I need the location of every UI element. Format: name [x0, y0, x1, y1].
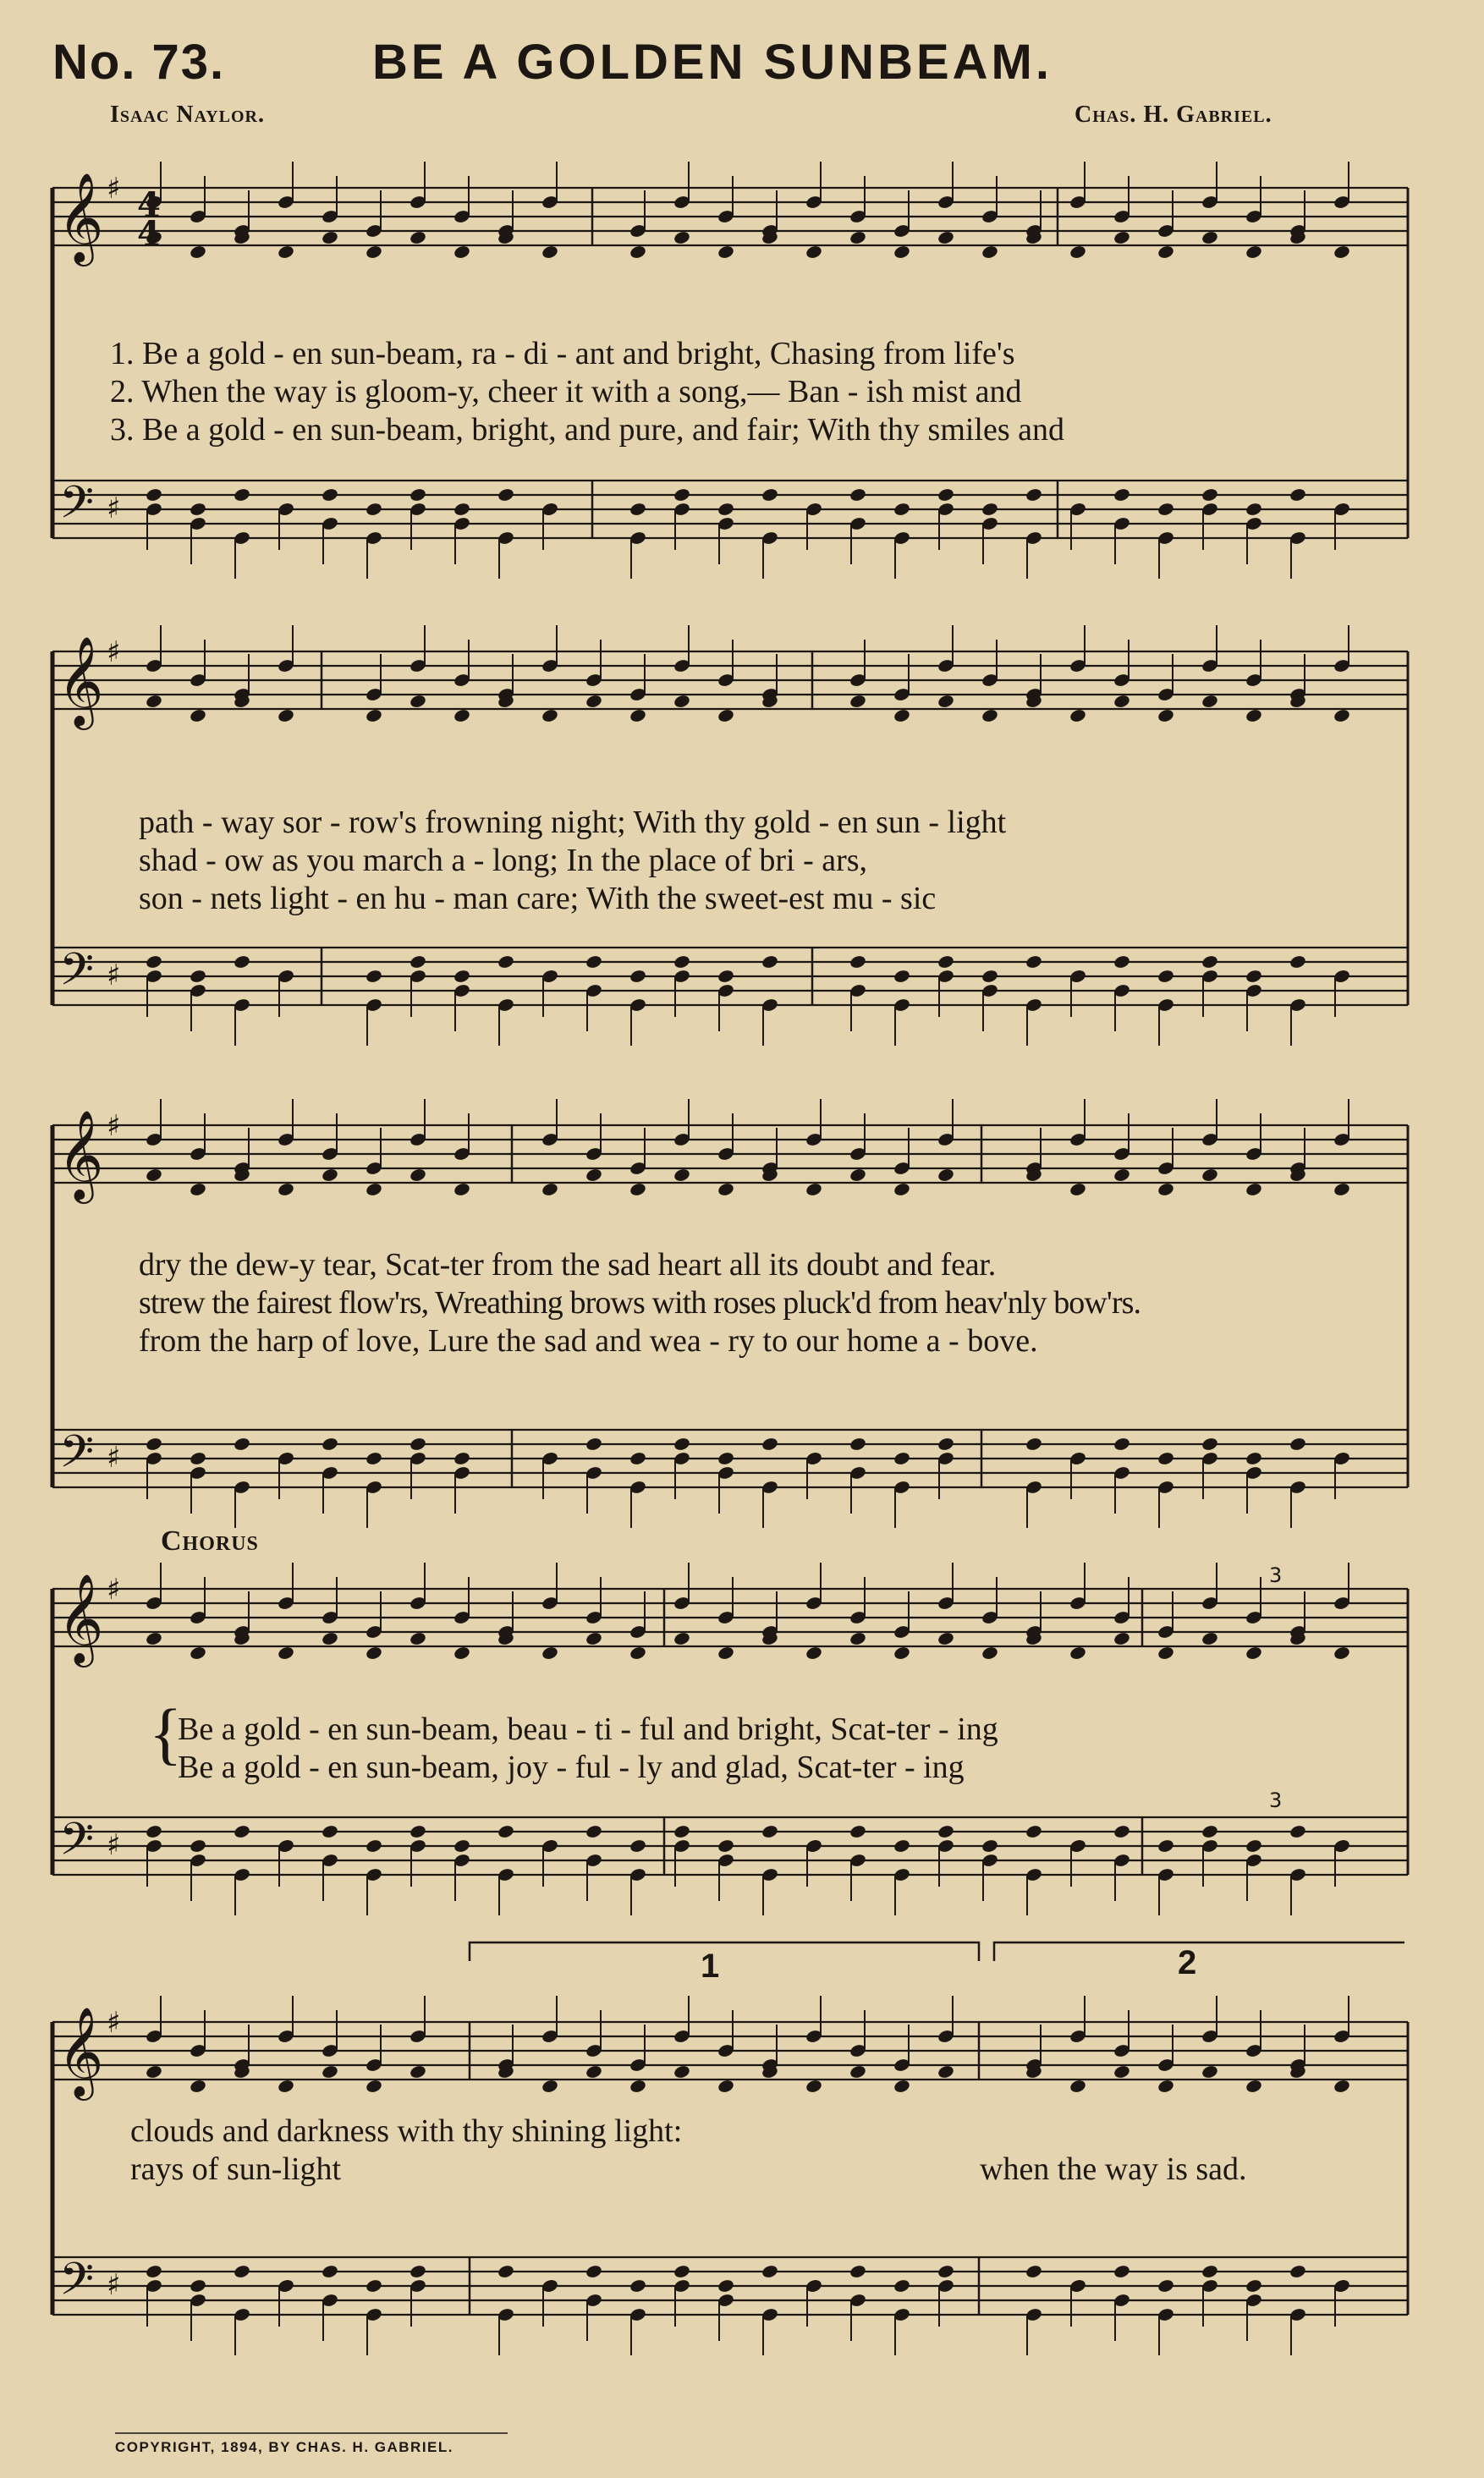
notehead — [717, 969, 734, 984]
notehead — [409, 230, 426, 245]
notehead — [1113, 954, 1130, 970]
notehead — [1289, 1824, 1306, 1839]
notehead — [717, 1182, 734, 1197]
notehead — [189, 1182, 206, 1197]
notehead — [1201, 2064, 1218, 2080]
notehead — [717, 1451, 734, 1466]
time-signature-bottom: 4 — [137, 214, 161, 254]
notehead — [717, 245, 734, 260]
notehead — [761, 2264, 778, 2279]
notehead — [761, 487, 778, 503]
notehead — [1157, 2079, 1174, 2094]
notehead — [893, 708, 910, 723]
notehead — [585, 694, 602, 709]
verse3-line2: son - nets light - en hu - man care; With the sweet-est mu - sic — [139, 881, 937, 916]
verse2-line1: 2. When the way is gloom-y, cheer it with a song,— Ban - ish mist and — [110, 374, 1022, 409]
notehead — [1201, 230, 1218, 245]
notehead — [717, 1646, 734, 1661]
second-ending-bracket — [994, 1942, 1404, 1961]
bass-clef: 𝄢 — [59, 2254, 95, 2316]
key-signature-sharp: ♯ — [107, 2006, 121, 2040]
notehead — [629, 2079, 646, 2094]
notehead — [893, 1451, 910, 1466]
first-ending-bracket — [470, 1942, 979, 1961]
treble-clef: 𝄞 — [58, 1109, 104, 1200]
notehead — [1113, 1437, 1130, 1452]
notehead — [1201, 487, 1218, 503]
treble-clef: 𝄞 — [58, 1573, 104, 1663]
notehead — [1245, 2278, 1262, 2294]
notehead — [849, 1168, 866, 1183]
notehead — [673, 487, 690, 503]
notehead — [365, 1646, 382, 1661]
notehead — [981, 708, 998, 723]
notehead — [409, 954, 426, 970]
composer-credit: Chas. H. Gabriel. — [1075, 102, 1272, 128]
notehead — [585, 1631, 602, 1646]
notehead — [145, 1437, 162, 1452]
notehead — [673, 694, 690, 709]
notehead — [629, 1451, 646, 1466]
notehead — [409, 2264, 426, 2279]
notehead — [585, 2264, 602, 2279]
notehead — [277, 1182, 294, 1197]
notehead — [321, 2064, 338, 2080]
notehead — [1333, 1182, 1350, 1197]
notehead — [937, 954, 954, 970]
notehead — [189, 245, 206, 260]
notehead — [1157, 969, 1174, 984]
notehead — [365, 708, 382, 723]
notehead — [277, 1646, 294, 1661]
notehead — [1113, 694, 1130, 709]
notehead — [321, 487, 338, 503]
verse3-line1: 3. Be a gold - en sun-beam, bright, and pure, and fair; With thy smiles and — [110, 412, 1065, 448]
notehead — [189, 2079, 206, 2094]
notehead — [409, 1437, 426, 1452]
notehead — [673, 1631, 690, 1646]
first-ending-number: 1 — [701, 1948, 720, 1985]
notehead — [849, 1824, 866, 1839]
notehead — [805, 2079, 822, 2094]
notehead — [849, 1437, 866, 1452]
notehead — [629, 1646, 646, 1661]
hymn-title: BE A GOLDEN SUNBEAM. — [372, 35, 1053, 90]
notehead — [1069, 1182, 1086, 1197]
notehead — [673, 230, 690, 245]
notehead — [937, 230, 954, 245]
notehead — [321, 1437, 338, 1452]
treble-clef: 𝄞 — [58, 635, 104, 726]
notehead — [805, 245, 822, 260]
notehead — [1201, 2264, 1218, 2279]
notehead — [453, 969, 470, 984]
notehead — [189, 1838, 206, 1854]
notehead — [1201, 954, 1218, 970]
notehead — [585, 1168, 602, 1183]
notehead — [1113, 1168, 1130, 1183]
notehead — [629, 245, 646, 260]
notehead — [937, 2264, 954, 2279]
verse2-line3: strew the fairest flow'rs, Wreathing brows with roses pluck'd from heav'nly bow'rs. — [139, 1285, 1141, 1321]
notehead — [409, 694, 426, 709]
chorus-ending-line1: clouds and darkness with thy shining light: — [130, 2113, 683, 2149]
notehead — [497, 487, 514, 503]
notehead — [1245, 1646, 1262, 1661]
notehead — [1201, 1437, 1218, 1452]
notehead — [409, 487, 426, 503]
tuplet-number: 3 — [1269, 1563, 1283, 1587]
notehead — [233, 1824, 250, 1839]
notehead — [1157, 1646, 1174, 1661]
hymn-number: No. 73. — [52, 35, 226, 90]
copyright-notice: COPYRIGHT, 1894, BY CHAS. H. GABRIEL. — [115, 2439, 453, 2455]
notehead — [1333, 2079, 1350, 2094]
notehead — [1201, 1631, 1218, 1646]
key-signature-sharp: ♯ — [107, 1573, 121, 1607]
notehead — [1025, 954, 1042, 970]
notehead — [629, 1838, 646, 1854]
notehead — [365, 502, 382, 517]
key-signature-sharp: ♯ — [107, 1828, 121, 1862]
key-signature-sharp: ♯ — [107, 959, 121, 992]
notehead — [409, 1631, 426, 1646]
notehead — [233, 487, 250, 503]
notehead — [1069, 1646, 1086, 1661]
notehead — [673, 1168, 690, 1183]
notehead — [1245, 1451, 1262, 1466]
time-signature-top: 4 — [137, 185, 161, 225]
notehead — [1113, 2264, 1130, 2279]
notehead — [893, 1182, 910, 1197]
notehead — [233, 2264, 250, 2279]
notehead — [849, 954, 866, 970]
notehead — [365, 245, 382, 260]
notehead — [365, 2079, 382, 2094]
notehead — [1245, 1838, 1262, 1854]
notehead — [145, 1168, 162, 1183]
notehead — [497, 1824, 514, 1839]
notehead — [189, 969, 206, 984]
notehead — [497, 954, 514, 970]
notehead — [805, 1646, 822, 1661]
notehead — [1069, 2079, 1086, 2094]
verse1-line2: path - way sor - row's frowning night; With thy gold - en sun - light — [139, 805, 1007, 840]
notehead — [365, 1182, 382, 1197]
notehead — [937, 694, 954, 709]
key-signature-sharp: ♯ — [107, 1441, 121, 1475]
notehead — [1245, 969, 1262, 984]
notehead — [453, 1838, 470, 1854]
notehead — [145, 2064, 162, 2080]
notehead — [453, 245, 470, 260]
notehead — [1201, 1824, 1218, 1839]
notehead — [893, 1838, 910, 1854]
notehead — [629, 1182, 646, 1197]
key-signature-sharp: ♯ — [107, 2268, 121, 2302]
notehead — [673, 2064, 690, 2080]
notehead — [1113, 487, 1130, 503]
notehead — [189, 708, 206, 723]
notehead — [629, 2278, 646, 2294]
notehead — [1113, 2064, 1130, 2080]
key-signature-sharp: ♯ — [107, 1109, 121, 1143]
treble-clef: 𝄞 — [58, 172, 104, 262]
bass-clef: 𝄢 — [59, 1814, 95, 1876]
notehead — [893, 502, 910, 517]
notehead — [541, 245, 558, 260]
notehead — [893, 1646, 910, 1661]
notehead — [893, 2278, 910, 2294]
notehead — [1113, 1824, 1130, 1839]
notehead — [453, 502, 470, 517]
chorus-line2: Be a gold - en sun-beam, joy - ful - ly and glad, Scat-ter - ing — [178, 1750, 965, 1785]
notehead — [1157, 245, 1174, 260]
notehead — [849, 230, 866, 245]
notehead — [937, 1631, 954, 1646]
notehead — [233, 1437, 250, 1452]
chorus-line1: Be a gold - en sun-beam, beau - ti - ful and bright, Scat-ter - ing — [178, 1712, 998, 1747]
notehead — [145, 487, 162, 503]
notehead — [1069, 245, 1086, 260]
notehead — [1069, 708, 1086, 723]
notehead — [717, 708, 734, 723]
notehead — [849, 694, 866, 709]
notehead — [409, 2064, 426, 2080]
notehead — [1157, 1451, 1174, 1466]
notehead — [1245, 1182, 1262, 1197]
notehead — [145, 694, 162, 709]
notehead — [145, 1631, 162, 1646]
notehead — [1025, 1437, 1042, 1452]
notehead — [189, 1646, 206, 1661]
notehead — [541, 1182, 558, 1197]
notehead — [585, 1437, 602, 1452]
notehead — [585, 954, 602, 970]
notehead — [145, 954, 162, 970]
notehead — [717, 502, 734, 517]
notehead — [1025, 1824, 1042, 1839]
notehead — [409, 1168, 426, 1183]
notehead — [189, 1451, 206, 1466]
notehead — [937, 1824, 954, 1839]
lyricist-credit: Isaac Naylor. — [110, 102, 265, 128]
notehead — [277, 708, 294, 723]
notehead — [1333, 1646, 1350, 1661]
notehead — [849, 2264, 866, 2279]
notehead — [453, 1451, 470, 1466]
notehead — [1289, 2264, 1306, 2279]
chorus-ending-line2b: when the way is sad. — [980, 2151, 1247, 2187]
verse3-line3: from the harp of love, Lure the sad and wea - ry to our home a - bove. — [139, 1323, 1038, 1359]
notehead — [497, 2264, 514, 2279]
notehead — [717, 2278, 734, 2294]
notehead — [893, 969, 910, 984]
notehead — [1025, 2264, 1042, 2279]
notehead — [277, 2079, 294, 2094]
notehead — [981, 245, 998, 260]
notehead — [1201, 1168, 1218, 1183]
notehead — [717, 2079, 734, 2094]
notehead — [1113, 230, 1130, 245]
notehead — [893, 245, 910, 260]
tuplet-number: 3 — [1269, 1788, 1283, 1812]
notehead — [849, 1631, 866, 1646]
notehead — [365, 1451, 382, 1466]
chorus-ending-line2a: rays of sun-light — [130, 2151, 342, 2187]
notehead — [585, 1824, 602, 1839]
notehead — [1245, 2079, 1262, 2094]
notehead — [1157, 502, 1174, 517]
notehead — [937, 2064, 954, 2080]
notehead — [145, 2264, 162, 2279]
verse1-line3: dry the dew-y tear, Scat-ter from the sad heart all its doubt and fear. — [139, 1247, 997, 1283]
notehead — [1157, 1838, 1174, 1854]
notehead — [541, 1646, 558, 1661]
notehead — [1157, 708, 1174, 723]
notehead — [453, 1182, 470, 1197]
notehead — [1201, 694, 1218, 709]
notehead — [1157, 2278, 1174, 2294]
notehead — [145, 1824, 162, 1839]
notehead — [1289, 1437, 1306, 1452]
notehead — [277, 245, 294, 260]
notehead — [365, 1838, 382, 1854]
notehead — [981, 1838, 998, 1854]
notehead — [717, 1838, 734, 1854]
notehead — [1245, 708, 1262, 723]
notehead — [981, 502, 998, 517]
notehead — [1289, 954, 1306, 970]
chorus-label: Chorus — [161, 1525, 259, 1557]
notehead — [1245, 245, 1262, 260]
bass-clef: 𝄢 — [59, 1426, 95, 1489]
notehead — [629, 708, 646, 723]
notehead — [629, 502, 646, 517]
notehead — [937, 1437, 954, 1452]
key-signature-sharp: ♯ — [107, 172, 121, 206]
notehead — [1245, 502, 1262, 517]
notehead — [189, 502, 206, 517]
notehead — [1333, 708, 1350, 723]
notehead — [321, 1824, 338, 1839]
notehead — [629, 969, 646, 984]
notehead — [761, 954, 778, 970]
notehead — [673, 1437, 690, 1452]
bass-clef: 𝄢 — [59, 944, 95, 1007]
notehead — [673, 1824, 690, 1839]
notehead — [849, 487, 866, 503]
notehead — [585, 2064, 602, 2080]
bass-clef: 𝄢 — [59, 477, 95, 540]
key-signature-sharp: ♯ — [107, 492, 121, 525]
notehead — [1157, 1182, 1174, 1197]
notehead — [453, 1646, 470, 1661]
notehead — [673, 2264, 690, 2279]
notehead — [937, 1168, 954, 1183]
notehead — [365, 2278, 382, 2294]
notehead — [409, 1824, 426, 1839]
notehead — [365, 969, 382, 984]
notehead — [189, 2278, 206, 2294]
notehead — [761, 1437, 778, 1452]
notehead — [849, 2064, 866, 2080]
notehead — [453, 708, 470, 723]
key-signature-sharp: ♯ — [107, 635, 121, 669]
verse1-line1: 1. Be a gold - en sun-beam, ra - di - ant and bright, Chasing from life's — [110, 336, 1015, 371]
treble-clef: 𝄞 — [58, 2006, 104, 2096]
notehead — [673, 954, 690, 970]
notehead — [805, 1182, 822, 1197]
notehead — [321, 1168, 338, 1183]
notehead — [761, 1824, 778, 1839]
notehead — [937, 487, 954, 503]
notehead — [1025, 487, 1042, 503]
notehead — [541, 708, 558, 723]
notehead — [233, 954, 250, 970]
notehead — [321, 230, 338, 245]
notehead — [981, 969, 998, 984]
notehead — [1289, 487, 1306, 503]
notehead — [1113, 1631, 1130, 1646]
notehead — [321, 1631, 338, 1646]
chorus-brace: { — [149, 1695, 183, 1772]
second-ending-number: 2 — [1178, 1944, 1197, 1981]
notehead — [981, 1646, 998, 1661]
verse2-line2: shad - ow as you march a - long; In the place of bri - ars, — [139, 843, 868, 878]
notehead — [893, 2079, 910, 2094]
notehead — [1333, 245, 1350, 260]
notehead — [541, 2079, 558, 2094]
notehead — [321, 2264, 338, 2279]
